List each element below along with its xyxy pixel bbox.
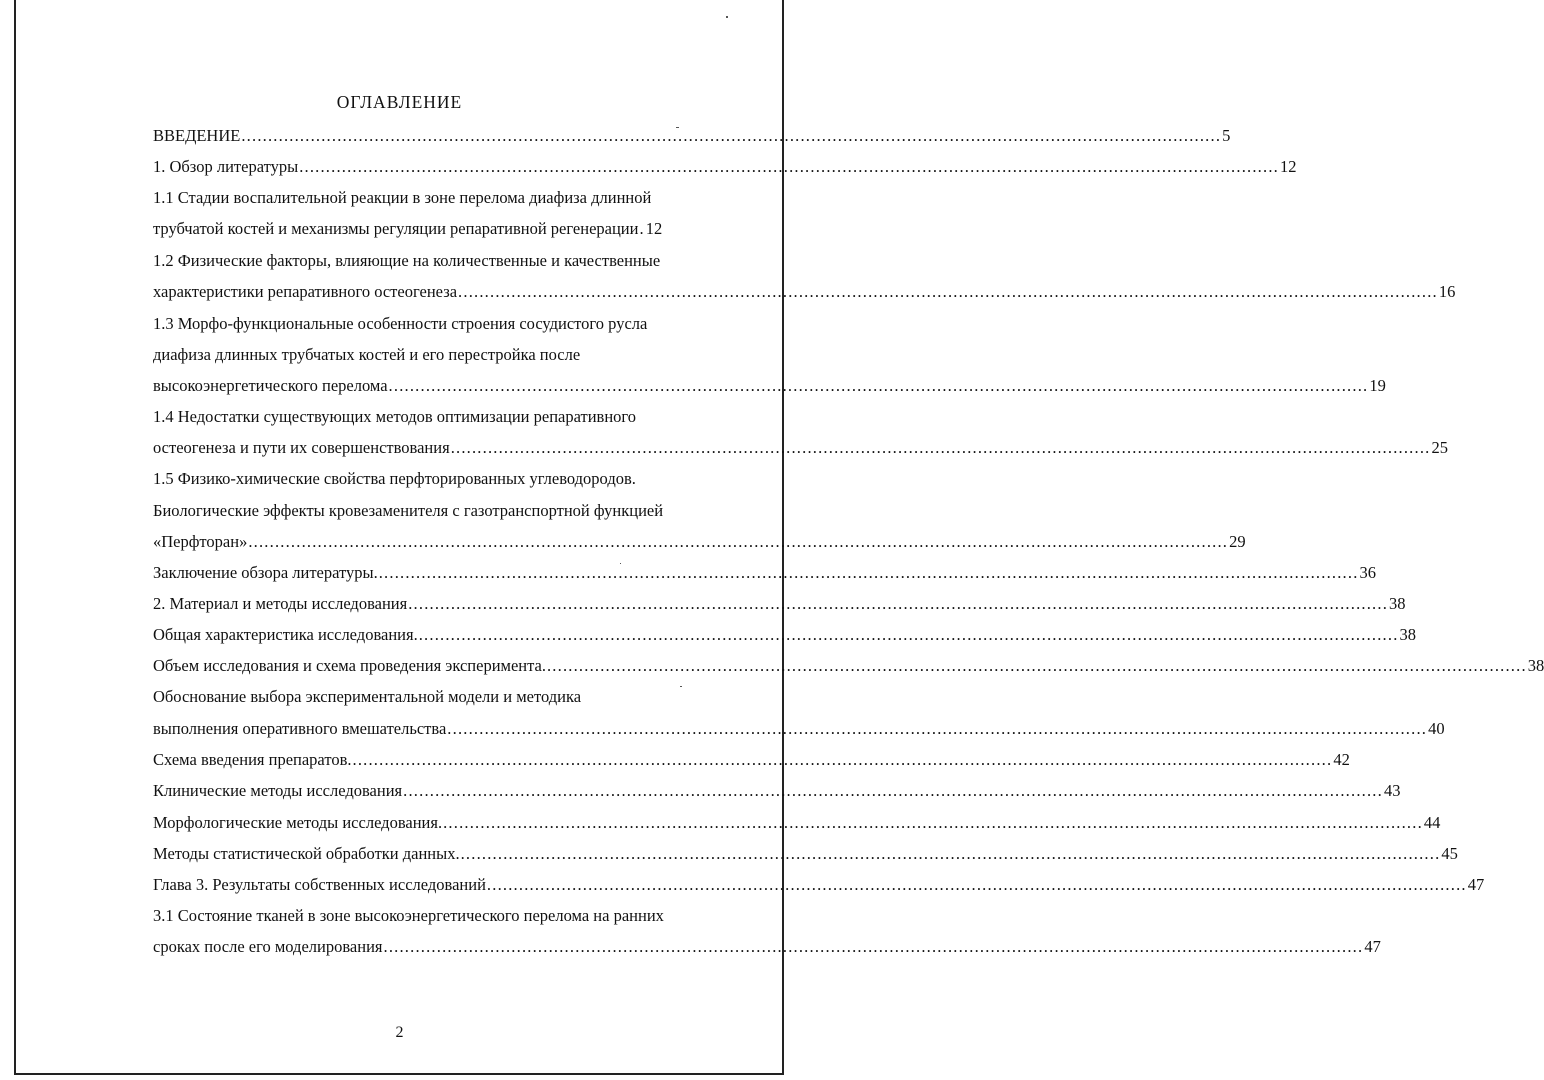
toc-entry[interactable] xyxy=(153,842,1458,866)
toc-entry-text: высокоэнергетического перелома xyxy=(153,376,388,395)
toc-entry[interactable] xyxy=(153,623,1417,647)
dot-leader xyxy=(389,374,1369,398)
toc-entry[interactable] xyxy=(153,935,1381,959)
toc-entry[interactable] xyxy=(153,436,1448,460)
toc-page-number: 43 xyxy=(1383,781,1401,800)
toc-entry[interactable] xyxy=(153,186,739,210)
toc-page-number: 29 xyxy=(1229,532,1246,551)
toc-entry[interactable] xyxy=(153,654,1544,678)
dot-leader xyxy=(299,155,1279,179)
toc-entry[interactable] xyxy=(153,124,1231,148)
toc-entry[interactable] xyxy=(153,467,739,491)
toc-entry[interactable] xyxy=(153,904,739,928)
toc-entry-text: Глава 3. Результаты собственных исследований xyxy=(153,875,486,894)
toc-entry[interactable] xyxy=(153,592,1406,616)
toc-entry-text: Общая характеристика исследования. xyxy=(153,625,418,644)
toc-entry[interactable] xyxy=(153,155,1297,179)
dot-leader xyxy=(547,654,1527,678)
toc-entry-text: диафиза длинных трубчатых костей и его перестройка после xyxy=(153,345,581,364)
toc-entry-text: 1.1 Стадии воспалительной реакции в зоне перелома диафиза длинной xyxy=(153,188,652,207)
toc-entry-text: 1.5 Физико-химические свойства перфторированных углеводородов. xyxy=(153,469,636,488)
toc-entry-text: Схема введения препаратов. xyxy=(153,750,352,769)
dot-leader xyxy=(379,561,1359,585)
dot-leader xyxy=(403,779,1383,803)
toc-entry-text: характеристики репаративного остеогенеза xyxy=(153,282,458,301)
toc-entry-text: Биологические эффекты кровезаменителя с газотранспортной функцией xyxy=(153,501,664,520)
toc-page-number: 47 xyxy=(1467,875,1485,894)
toc-entry-text: Обоснование выбора экспериментальной модели и методика xyxy=(153,687,582,706)
dot-leader xyxy=(248,530,1228,554)
dot-leader xyxy=(408,592,1388,616)
toc-page-number: 42 xyxy=(1333,750,1350,769)
toc-page-number: 45 xyxy=(1441,844,1458,863)
scan-speck xyxy=(726,16,728,18)
toc-page-number: 38 xyxy=(1399,625,1417,644)
toc-entry-text: Методы статистической обработки данных. xyxy=(153,844,460,863)
toc-page-number: 38 xyxy=(1527,656,1544,675)
toc-entry[interactable] xyxy=(153,374,1386,398)
dot-leader xyxy=(443,811,1423,835)
toc-page-number: 44 xyxy=(1423,813,1441,832)
toc-entry-text: 3.1 Состояние тканей в зоне высокоэнергетического перелома на ранних xyxy=(153,906,664,925)
dot-leader xyxy=(353,748,1333,772)
toc-entry-text: Заключение обзора литературы. xyxy=(153,563,378,582)
toc-entry-text: ВВЕДЕНИЕ xyxy=(153,126,241,145)
toc-entry[interactable] xyxy=(153,717,1445,741)
toc-entry[interactable] xyxy=(153,405,739,429)
dot-leader xyxy=(241,124,1221,148)
toc-page-number: 38 xyxy=(1389,594,1406,613)
toc-entry[interactable] xyxy=(153,873,1485,897)
toc-page-number: 36 xyxy=(1359,563,1377,582)
toc-entry-text: 1.3 Морфо-функциональные особенности строения сосудистого русла xyxy=(153,314,648,333)
toc-entry-text: сроках после его моделирования xyxy=(153,937,383,956)
toc-entry-text: «Перфторан» xyxy=(153,532,248,551)
dot-leader xyxy=(451,436,1431,460)
toc-entry[interactable] xyxy=(153,280,1456,304)
toc-page-number: 12 xyxy=(1280,157,1297,176)
toc-entry[interactable] xyxy=(153,779,1401,803)
toc-entry[interactable] xyxy=(153,561,1377,585)
dot-leader xyxy=(384,935,1364,959)
toc-entry[interactable] xyxy=(153,343,739,367)
toc-page-number: 19 xyxy=(1369,376,1386,395)
toc-entry[interactable] xyxy=(153,530,1246,554)
toc-entry[interactable] xyxy=(153,499,739,523)
toc-page-number: 40 xyxy=(1428,719,1445,738)
toc-entry-text: Клинические методы исследования xyxy=(153,781,403,800)
toc-entry-text: трубчатой костей и механизмы регуляции репаративной регенерации xyxy=(153,219,639,238)
toc-entry[interactable] xyxy=(153,249,739,273)
page-number: 2 xyxy=(395,1024,404,1041)
toc-page-number: 47 xyxy=(1364,937,1381,956)
toc-entry-text: остеогенеза и пути их совершенствования xyxy=(153,438,450,457)
toc-entry-text: 1. Обзор литературы xyxy=(153,157,299,176)
toc-page-number: 25 xyxy=(1431,438,1448,457)
dot-leader xyxy=(461,842,1441,866)
dot-leader: . xyxy=(639,219,645,238)
toc-entry[interactable] xyxy=(153,685,739,709)
toc-page-number: 5 xyxy=(1222,126,1231,145)
toc-entry-text: 1.4 Недостатки существующих методов оптимизации репаративного xyxy=(153,407,637,426)
toc-entry-text: Морфологические методы исследования. xyxy=(153,813,443,832)
toc-entry-text: 1.2 Физические факторы, влияющие на количественные и качественные xyxy=(153,251,661,270)
dot-leader xyxy=(458,280,1438,304)
toc-entry[interactable] xyxy=(153,312,739,336)
toc-page-number: 12 xyxy=(645,219,663,238)
toc-entry[interactable] xyxy=(153,811,1441,835)
dot-leader xyxy=(487,873,1467,897)
dot-leader xyxy=(419,623,1399,647)
dot-leader xyxy=(447,717,1427,741)
toc-entry-text: выполнения оперативного вмешательства xyxy=(153,719,447,738)
toc-entry-text: Объем исследования и схема проведения эксперимента. xyxy=(153,656,546,675)
toc-entry-text: 2. Материал и методы исследования xyxy=(153,594,408,613)
toc-entry[interactable] xyxy=(153,217,739,241)
page-title: ОГЛАВЛЕНИЕ xyxy=(336,92,463,112)
toc-entry[interactable] xyxy=(153,748,1350,772)
toc-page-number: 16 xyxy=(1438,282,1456,301)
